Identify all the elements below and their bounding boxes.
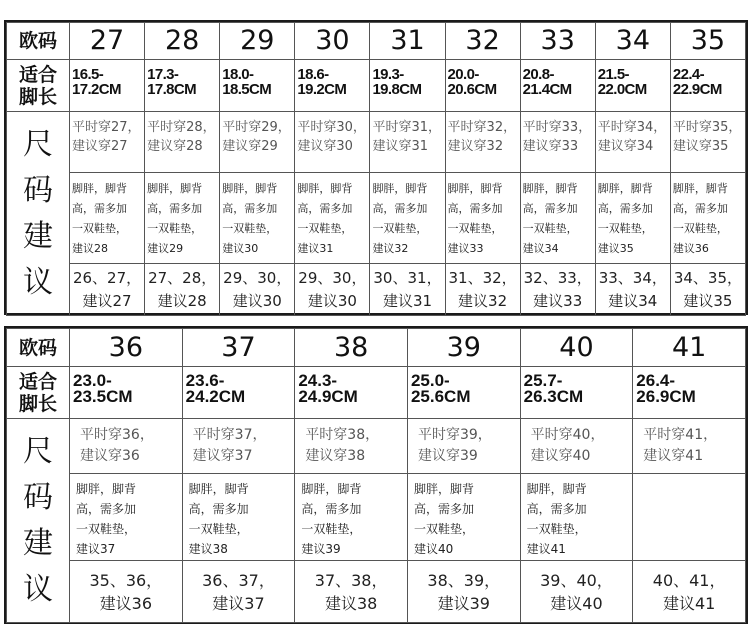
- between-sizes-range: 27、28，: [148, 268, 217, 287]
- foot-length-min: 23.0-: [73, 371, 112, 390]
- wide-foot-line: 脚胖，脚背: [672, 182, 728, 195]
- foot-length-label: [7, 60, 70, 112]
- normal-suggested-size: 建议穿33: [522, 139, 579, 154]
- between-sizes-suggestion: 建议35: [683, 291, 733, 310]
- wide-foot-advice-empty: [633, 474, 746, 561]
- normal-suggested-size: 建议穿37: [192, 448, 253, 464]
- normal-foot-advice: [670, 112, 745, 173]
- foot-length-label-line: 脚长: [18, 392, 57, 415]
- wide-foot-line: 一双鞋垫，: [188, 522, 249, 536]
- between-sizes-advice: [145, 264, 220, 316]
- wide-foot-line: 脚胖，脚背: [297, 182, 353, 195]
- wide-foot-line: 一双鞋垫，: [297, 222, 353, 235]
- between-sizes-suggestion: 建议40: [550, 593, 603, 613]
- wide-foot-line: 脚胖，脚背: [301, 482, 362, 496]
- foot-length-min: 18.0-: [222, 66, 254, 83]
- wide-foot-line: 高，需多加: [597, 202, 653, 215]
- eu-size-cell: 35: [670, 23, 745, 60]
- wide-foot-line: 高，需多加: [147, 202, 203, 215]
- wide-foot-line: 脚胖，脚背: [72, 182, 127, 195]
- between-sizes-advice: [595, 264, 670, 316]
- normal-usual-size: 平时穿31，: [372, 120, 441, 135]
- normal-foot-advice: [633, 419, 746, 474]
- size-advice-label: [7, 419, 70, 623]
- between-sizes-advice: [445, 264, 520, 316]
- normal-suggested-size: 建议穿34: [597, 139, 654, 154]
- foot-length-min: 26.4-: [636, 371, 676, 390]
- size-table-top: [6, 22, 746, 316]
- foot-length-min: 22.4-: [672, 66, 705, 83]
- between-sizes-range: 29、30，: [223, 268, 292, 287]
- wide-foot-advice: [70, 173, 145, 264]
- foot-length-min: 19.3-: [372, 66, 404, 83]
- normal-usual-size: 平时穿34，: [597, 120, 667, 135]
- between-sizes-advice: [520, 264, 595, 316]
- wide-foot-line: 一双鞋垫，: [301, 522, 362, 536]
- eu-size-cell: 28: [145, 23, 220, 60]
- wide-foot-line: 高，需多加: [297, 202, 353, 215]
- foot-length-max: 24.9CM: [298, 387, 358, 406]
- normal-usual-size: 平时穿32，: [447, 120, 517, 135]
- between-sizes-suggestion: 建议27: [82, 291, 132, 310]
- eu-size-cell: 29: [220, 23, 295, 60]
- foot-length-label-line: 脚长: [18, 85, 57, 108]
- foot-length-min: 20.0-: [447, 66, 479, 83]
- between-sizes-range: 38、39，: [427, 570, 501, 590]
- eu-size-cell: 32: [445, 23, 520, 60]
- normal-usual-size: 平时穿36，: [80, 427, 154, 443]
- between-sizes-range: 33、34，: [598, 268, 667, 287]
- foot-length-max: 17.8CM: [147, 81, 197, 98]
- normal-foot-advice: [70, 112, 145, 173]
- normal-foot-advice: [182, 419, 295, 474]
- normal-usual-size: 平时穿38，: [305, 427, 380, 443]
- foot-length-max: 22.9CM: [672, 81, 722, 98]
- normal-usual-size: 平时穿35，: [672, 120, 742, 135]
- wide-foot-line: 建议29: [147, 242, 184, 255]
- normal-foot-advice: [520, 112, 595, 173]
- wide-foot-line: 脚胖，脚背: [222, 182, 278, 195]
- foot-length-min: 24.3-: [298, 371, 338, 390]
- foot-length-cell: [295, 367, 408, 419]
- between-sizes-suggestion: 建议32: [458, 291, 508, 310]
- between-sizes-advice: [220, 264, 295, 316]
- size-advice-char: 尺: [23, 433, 53, 469]
- foot-length-cell: [145, 60, 220, 112]
- size-advice-char: 码: [23, 479, 53, 515]
- wide-foot-line: 一双鞋垫，: [413, 522, 474, 536]
- wide-foot-line: 脚胖，脚背: [372, 182, 428, 195]
- wide-foot-line: 脚胖，脚背: [447, 182, 503, 195]
- wide-foot-line: 建议32: [372, 242, 409, 255]
- foot-length-cell: [520, 367, 633, 419]
- between-sizes-advice: [295, 561, 408, 623]
- wide-foot-line: 高，需多加: [188, 502, 249, 516]
- wide-foot-line: 建议30: [222, 242, 259, 255]
- between-sizes-suggestion: 建议37: [212, 593, 265, 613]
- normal-foot-advice: [70, 419, 183, 474]
- size-advice-char: 建: [23, 218, 53, 254]
- wide-foot-line: 高，需多加: [372, 202, 428, 215]
- foot-length-cell: [633, 367, 746, 419]
- normal-usual-size: 平时穿29，: [222, 120, 291, 135]
- between-sizes-advice: [633, 561, 746, 623]
- between-sizes-suggestion: 建议41: [662, 593, 716, 613]
- normal-suggested-size: 建议穿30: [297, 139, 353, 154]
- size-chart-top: [4, 20, 748, 315]
- eu-size-cell: 30: [295, 23, 370, 60]
- wide-foot-line: 建议36: [672, 242, 709, 255]
- wide-foot-line: 脚胖，脚背: [147, 182, 203, 195]
- between-sizes-range: 34、35，: [673, 268, 743, 287]
- eu-size-cell: 41: [633, 329, 746, 367]
- wide-foot-line: 高，需多加: [222, 202, 278, 215]
- wide-foot-line: 建议40: [413, 542, 454, 556]
- wide-foot-advice: [520, 173, 595, 264]
- wide-foot-line: 脚胖，脚背: [188, 482, 249, 496]
- foot-length-cell: [295, 60, 370, 112]
- foot-length-max: 19.8CM: [372, 81, 422, 98]
- eu-size-cell: 36: [70, 329, 183, 367]
- between-sizes-range: 30、31，: [373, 268, 442, 287]
- wide-foot-advice: [445, 173, 520, 264]
- between-sizes-suggestion: 建议28: [157, 291, 207, 310]
- wide-foot-line: 脚胖，脚背: [597, 182, 653, 195]
- wide-foot-line: 建议37: [76, 542, 116, 556]
- wide-foot-line: 一双鞋垫，: [597, 222, 653, 235]
- between-sizes-advice: [407, 561, 520, 623]
- normal-foot-advice: [220, 112, 295, 173]
- wide-foot-line: 高，需多加: [522, 202, 578, 215]
- wide-foot-line: 高，需多加: [413, 502, 474, 516]
- normal-suggested-size: 建议穿35: [672, 139, 729, 154]
- between-sizes-range: 26、27，: [72, 268, 142, 287]
- wide-foot-line: 一双鞋垫，: [222, 222, 278, 235]
- wide-foot-advice: [520, 474, 633, 561]
- foot-length-min: 17.3-: [147, 66, 179, 83]
- normal-suggested-size: 建议穿38: [305, 448, 366, 464]
- wide-foot-line: 一双鞋垫，: [372, 222, 428, 235]
- foot-length-label-line: 适合: [18, 63, 57, 86]
- foot-length-max: 23.5CM: [73, 387, 133, 406]
- eu-size-cell: 37: [182, 329, 295, 367]
- normal-usual-size: 平时穿40，: [530, 427, 605, 443]
- wide-foot-advice: [370, 173, 445, 264]
- between-sizes-range: 29、30，: [298, 268, 367, 287]
- foot-length-min: 20.8-: [522, 66, 554, 83]
- size-advice-char: 尺: [23, 126, 53, 162]
- wide-foot-line: 建议39: [301, 542, 341, 556]
- foot-length-min: 25.7-: [523, 371, 563, 390]
- foot-length-max: 26.9CM: [636, 387, 696, 406]
- size-table-bottom: [6, 328, 746, 623]
- between-sizes-advice: [295, 264, 370, 316]
- foot-length-min: 18.6-: [297, 66, 329, 83]
- wide-foot-line: 高，需多加: [447, 202, 503, 215]
- between-sizes-range: 36、37，: [202, 570, 275, 590]
- normal-foot-advice: [595, 112, 670, 173]
- between-sizes-suggestion: 建议38: [324, 593, 378, 613]
- normal-usual-size: 平时穿30，: [297, 120, 366, 135]
- foot-length-cell: [445, 60, 520, 112]
- wide-foot-line: 高，需多加: [76, 502, 137, 516]
- foot-length-max: 19.2CM: [297, 81, 347, 98]
- wide-foot-advice: [182, 474, 295, 561]
- wide-foot-advice: [670, 173, 745, 264]
- wide-foot-line: 一双鞋垫，: [147, 222, 203, 235]
- foot-length-label: [7, 367, 70, 419]
- normal-foot-advice: [295, 112, 370, 173]
- size-advice-char: 建: [23, 525, 53, 561]
- between-sizes-advice: [70, 561, 183, 623]
- wide-foot-line: 一双鞋垫，: [526, 522, 587, 536]
- wide-foot-line: 建议34: [522, 242, 559, 255]
- normal-suggested-size: 建议穿36: [80, 448, 140, 464]
- foot-length-min: 16.5-: [72, 66, 104, 83]
- foot-length-cell: [670, 60, 745, 112]
- wide-foot-line: 一双鞋垫，: [447, 222, 503, 235]
- between-sizes-range: 40、41，: [652, 570, 726, 590]
- normal-suggested-size: 建议穿27: [72, 139, 128, 154]
- wide-foot-advice: [295, 173, 370, 264]
- wide-foot-advice: [70, 474, 183, 561]
- wide-foot-line: 建议41: [526, 542, 566, 556]
- normal-foot-advice: [145, 112, 220, 173]
- eu-size-cell: 40: [520, 329, 633, 367]
- wide-foot-line: 建议31: [297, 242, 334, 255]
- wide-foot-line: 一双鞋垫，: [522, 222, 578, 235]
- foot-length-cell: [220, 60, 295, 112]
- wide-foot-line: 一双鞋垫，: [72, 222, 127, 235]
- foot-length-min: 23.6-: [185, 371, 225, 390]
- foot-length-cell: [520, 60, 595, 112]
- normal-usual-size: 平时穿28，: [147, 120, 216, 135]
- between-sizes-suggestion: 建议30: [307, 291, 357, 310]
- normal-foot-advice: [520, 419, 633, 474]
- eu-size-cell: 27: [70, 23, 145, 60]
- between-sizes-range: 32、33，: [523, 268, 592, 287]
- normal-suggested-size: 建议穿29: [222, 139, 278, 154]
- wide-foot-line: 脚胖，脚背: [76, 482, 137, 496]
- normal-suggested-size: 建议穿28: [147, 139, 203, 154]
- wide-foot-line: 高，需多加: [72, 202, 127, 215]
- between-sizes-advice: [182, 561, 295, 623]
- wide-foot-line: 建议35: [597, 242, 634, 255]
- normal-suggested-size: 建议穿32: [447, 139, 504, 154]
- wide-foot-advice: [220, 173, 295, 264]
- between-sizes-advice: [520, 561, 633, 623]
- size-advice-char: 议: [23, 571, 53, 607]
- between-sizes-suggestion: 建议36: [99, 593, 153, 613]
- foot-length-cell: [70, 60, 145, 112]
- normal-foot-advice: [370, 112, 445, 173]
- wide-foot-advice: [407, 474, 520, 561]
- foot-length-cell: [595, 60, 670, 112]
- foot-length-max: 26.3CM: [523, 387, 584, 406]
- wide-foot-line: 一双鞋垫，: [672, 222, 728, 235]
- wide-foot-advice: [145, 173, 220, 264]
- wide-foot-advice: [595, 173, 670, 264]
- size-advice-char: 议: [23, 264, 53, 300]
- foot-length-max: 21.4CM: [522, 81, 572, 98]
- between-sizes-advice: [670, 264, 745, 316]
- wide-foot-line: 高，需多加: [301, 502, 362, 516]
- foot-length-cell: [182, 367, 295, 419]
- wide-foot-line: 建议28: [72, 242, 108, 255]
- eu-size-label: 欧码: [7, 329, 70, 367]
- between-sizes-advice: [70, 264, 145, 316]
- wide-foot-line: 一双鞋垫，: [76, 522, 137, 536]
- normal-suggested-size: 建议穿39: [417, 448, 478, 464]
- wide-foot-line: 高，需多加: [526, 502, 587, 516]
- size-advice-char: 码: [23, 172, 53, 208]
- foot-length-max: 24.2CM: [185, 387, 246, 406]
- between-sizes-range: 37、38，: [314, 570, 388, 590]
- foot-length-min: 21.5-: [597, 66, 629, 83]
- size-advice-label: [7, 112, 70, 316]
- between-sizes-suggestion: 建议34: [608, 291, 658, 310]
- wide-foot-line: 脚胖，脚背: [522, 182, 578, 195]
- between-sizes-suggestion: 建议30: [232, 291, 282, 310]
- between-sizes-range: 31、32，: [448, 268, 517, 287]
- eu-size-cell: 33: [520, 23, 595, 60]
- wide-foot-line: 脚胖，脚背: [526, 482, 587, 496]
- wide-foot-advice: [295, 474, 408, 561]
- normal-suggested-size: 建议穿31: [372, 139, 428, 154]
- wide-foot-line: 建议38: [188, 542, 228, 556]
- normal-usual-size: 平时穿39，: [417, 427, 492, 443]
- eu-size-label: 欧码: [7, 23, 70, 60]
- foot-length-max: 17.2CM: [72, 81, 121, 98]
- normal-usual-size: 平时穿27，: [72, 120, 141, 135]
- normal-usual-size: 平时穿33，: [522, 120, 592, 135]
- normal-foot-advice: [295, 419, 408, 474]
- foot-length-cell: [407, 367, 520, 419]
- normal-suggested-size: 建议穿40: [530, 448, 591, 464]
- foot-length-label-line: 适合: [18, 370, 57, 393]
- foot-length-cell: [370, 60, 445, 112]
- normal-foot-advice: [407, 419, 520, 474]
- normal-foot-advice: [445, 112, 520, 173]
- foot-length-max: 25.6CM: [410, 387, 471, 406]
- normal-usual-size: 平时穿37，: [192, 427, 267, 443]
- foot-length-cell: [70, 367, 183, 419]
- between-sizes-suggestion: 建议39: [437, 593, 490, 613]
- size-chart-bottom: [4, 326, 748, 624]
- normal-usual-size: 平时穿41，: [643, 427, 718, 443]
- eu-size-cell: 38: [295, 329, 408, 367]
- foot-length-min: 25.0-: [410, 371, 450, 390]
- foot-length-max: 22.0CM: [597, 81, 647, 98]
- foot-length-max: 20.6CM: [447, 81, 497, 98]
- wide-foot-line: 高，需多加: [672, 202, 728, 215]
- normal-suggested-size: 建议穿41: [643, 448, 704, 464]
- foot-length-max: 18.5CM: [222, 81, 272, 98]
- between-sizes-suggestion: 建议33: [533, 291, 583, 310]
- wide-foot-line: 脚胖，脚背: [413, 482, 474, 496]
- wide-foot-line: 建议33: [447, 242, 484, 255]
- eu-size-cell: 34: [595, 23, 670, 60]
- between-sizes-range: 35、36，: [89, 570, 163, 590]
- eu-size-cell: 39: [407, 329, 520, 367]
- eu-size-cell: 31: [370, 23, 445, 60]
- between-sizes-advice: [370, 264, 445, 316]
- between-sizes-range: 39、40，: [540, 570, 613, 590]
- between-sizes-suggestion: 建议31: [382, 291, 433, 310]
